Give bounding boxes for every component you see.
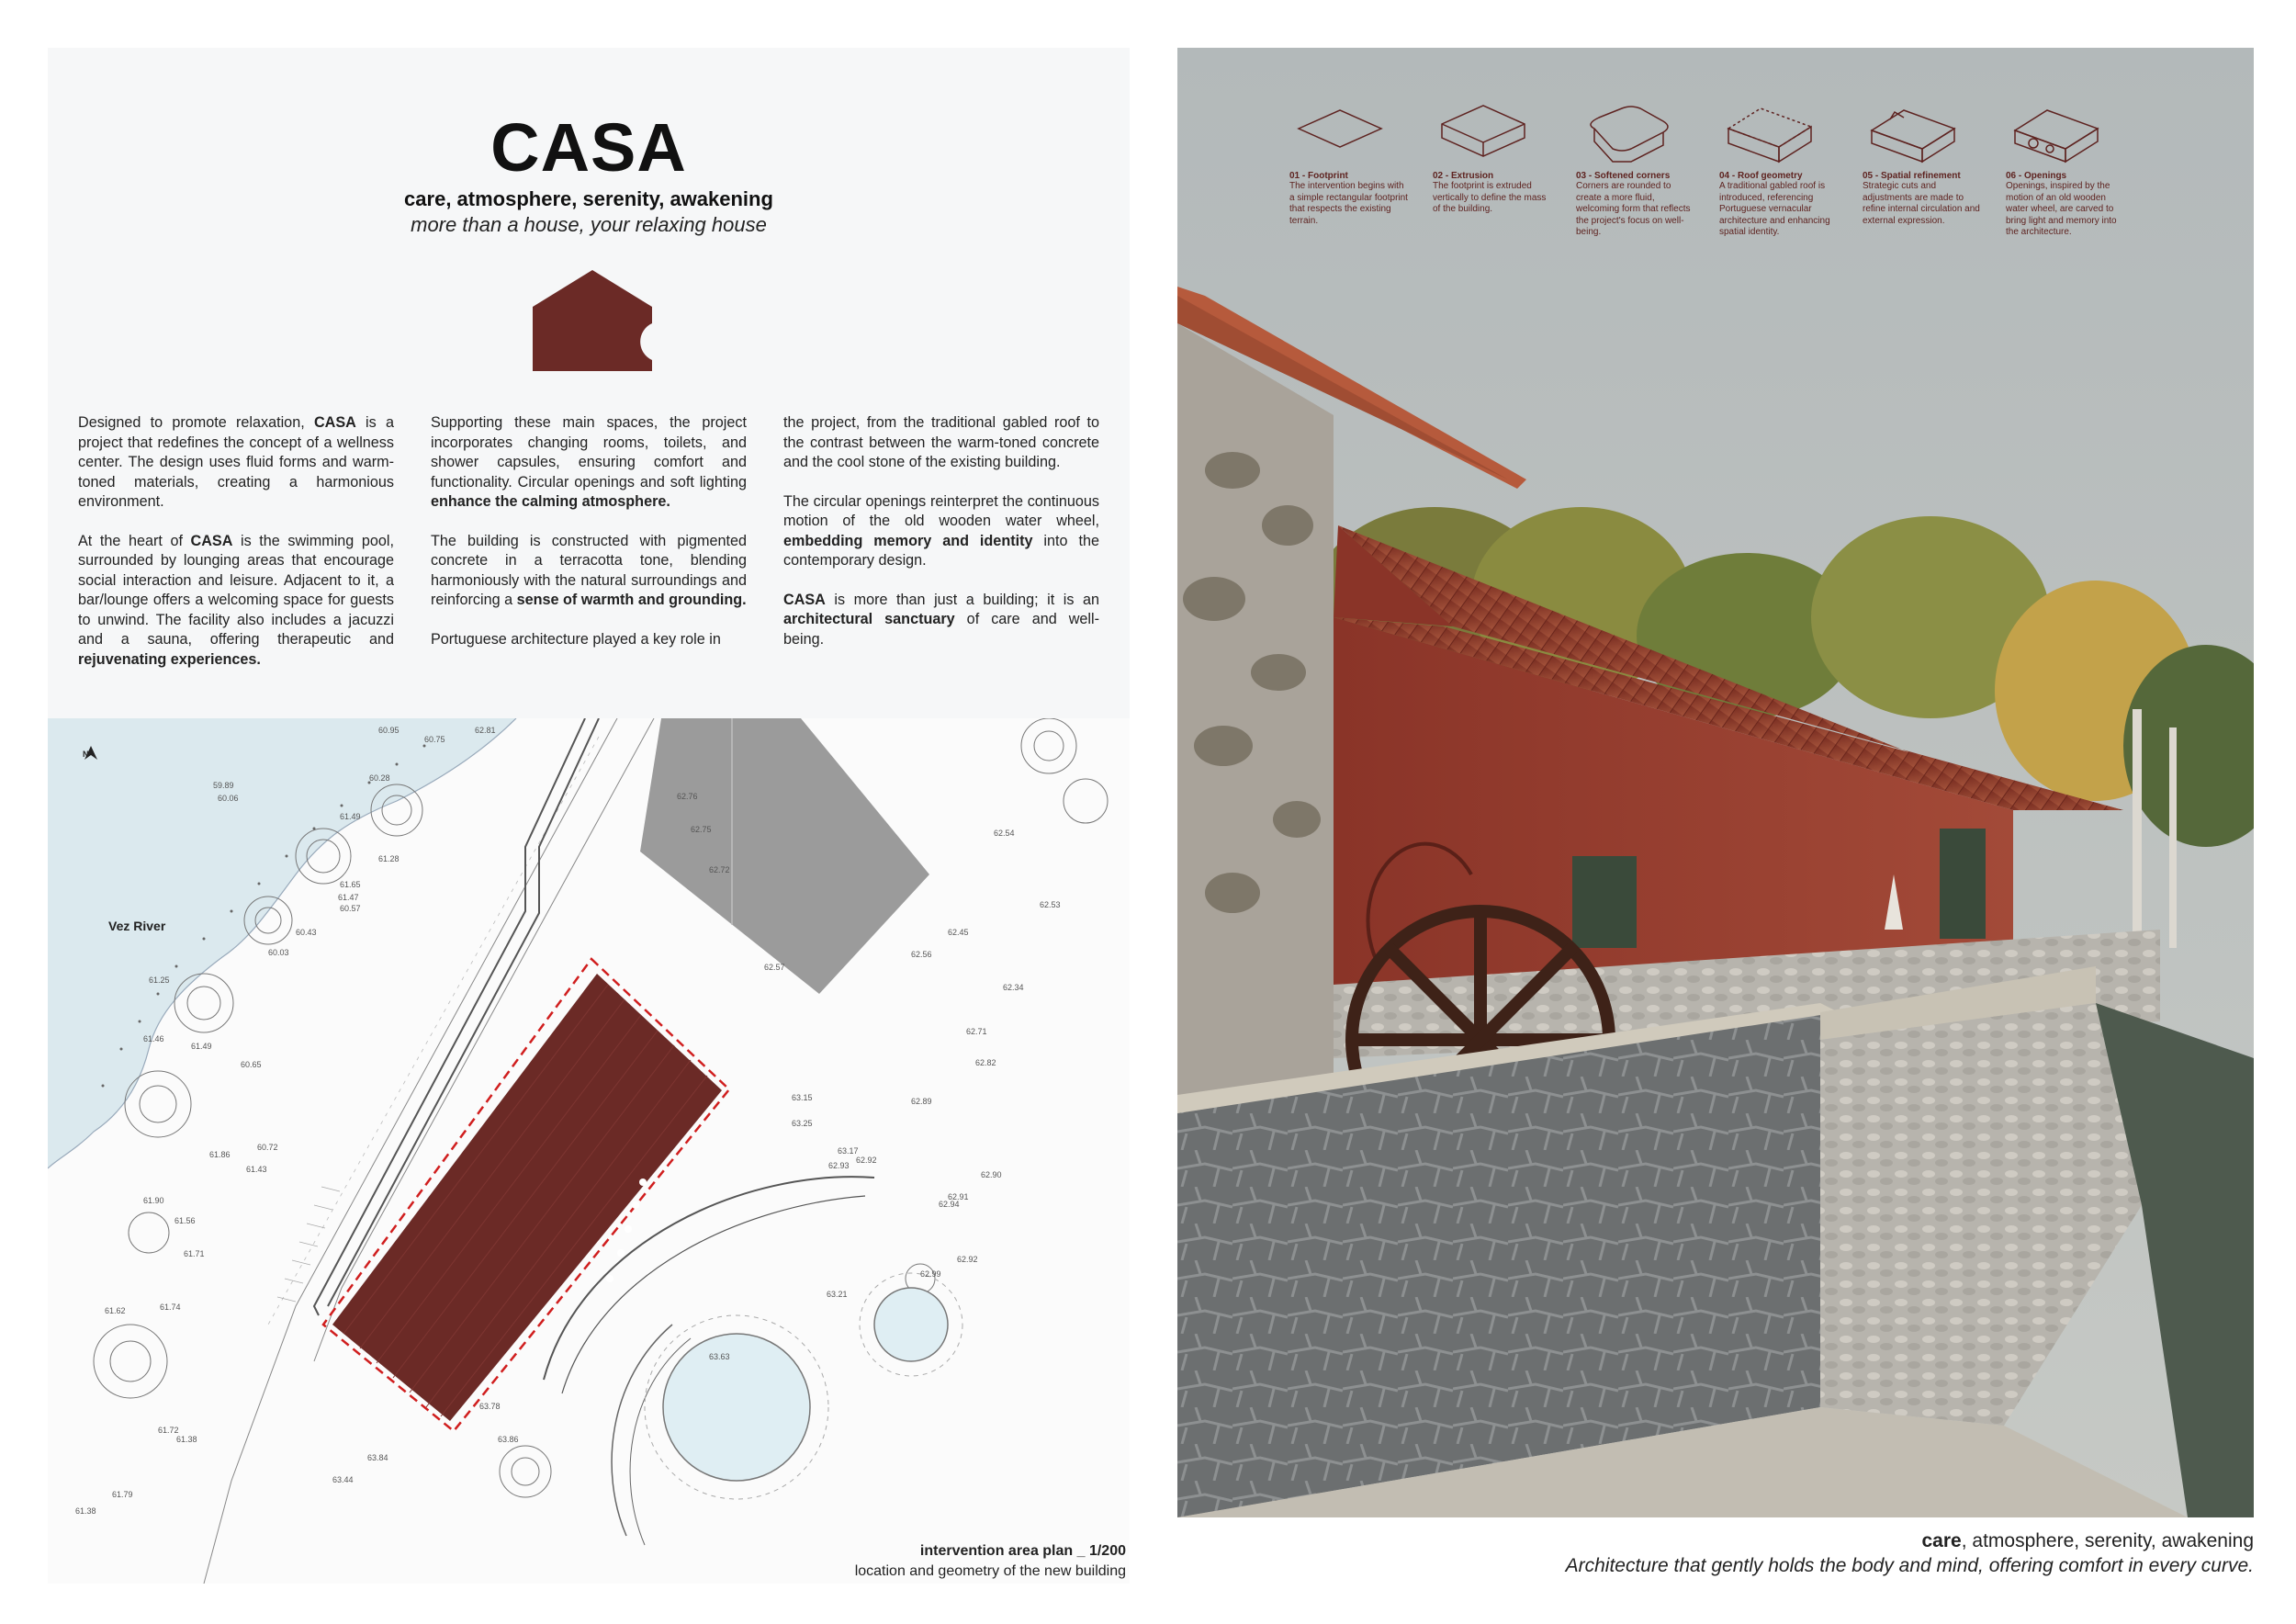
elevation-label: 61.79 [112, 1490, 133, 1499]
elevation-label: 63.63 [709, 1352, 730, 1361]
elevation-label: 60.43 [296, 928, 317, 937]
elevation-label: 59.89 [213, 781, 234, 790]
softened-corners-diagram-icon [1576, 101, 1677, 165]
step-item: 05 - Spatial refinement Strategic cuts and adjustments are made to refine internal circulation and external expression. [1863, 101, 1982, 227]
left-panel [48, 48, 1130, 1584]
elevation-label: 62.56 [911, 950, 932, 959]
elevation-label: 63.25 [792, 1119, 813, 1128]
elevation-label: 63.84 [367, 1453, 388, 1462]
elevation-label: 62.34 [1003, 983, 1024, 992]
elevation-label: 60.75 [424, 735, 445, 744]
spatial-refinement-diagram-icon [1863, 101, 1964, 165]
elevation-label: 62.82 [975, 1058, 996, 1067]
plan-caption-title: intervention area plan _ 1/200 [919, 1543, 1126, 1559]
elevation-label: 63.86 [498, 1435, 519, 1444]
page-title: CASA [490, 109, 687, 186]
render-caption-line1: care, atmosphere, serenity, awakening [1921, 1530, 2254, 1551]
paragraph: Supporting these main spaces, the project incorporates changing rooms, toilets, and shower capsules, ensuring comfort and functionality. Circular openings and soft lighting enhance the calming atmosphere. [431, 414, 747, 510]
elevation-label: 61.65 [340, 880, 361, 889]
step-item: 01 - Footprint The intervention begins with a simple rectangular footprint that respects the existing terrain. [1289, 101, 1409, 227]
paragraph: At the heart of CASA is the swimming pool, surrounded by lounging areas that encourage social interaction and leisure. Adjacent to it, a bar/lounge offers a welcoming space for guests to unwind. The facility also includes a jacuzzi and a sauna, offering therapeutic and rejuvenating experiences. [78, 532, 394, 668]
paragraph: The building is constructed with pigmented concrete in a terracotta tone, blending harmoniously with the natural surroundings and reinforcing a sense of warmth and grounding. [431, 532, 747, 608]
elevation-label: 61.38 [75, 1506, 96, 1516]
paragraph: Portuguese architecture played a key role in [431, 630, 721, 648]
page-tagline: more than a house, your relaxing house [411, 213, 767, 236]
elevation-label: 62.45 [948, 928, 969, 937]
step-item: 04 - Roof geometry A traditional gabled roof is introduced, referencing Portuguese vernacular architecture and enhancing spatial identity. [1719, 101, 1839, 239]
elevation-label: 62.89 [911, 1097, 932, 1106]
description-columns [78, 413, 1099, 726]
text-column-2 [431, 413, 747, 726]
north-label: N [83, 750, 89, 759]
paragraph: The circular openings reinterpret the continuous motion of the old wooden water wheel, embedding memory and identity into the contemporary design. [783, 492, 1099, 569]
elevation-label: 63.44 [332, 1475, 354, 1484]
elevation-label: 61.74 [160, 1303, 181, 1312]
paragraph: CASA is more than just a building; it is an architectural sanctuary of care and well-being. [783, 591, 1099, 648]
elevation-label: 62.71 [966, 1027, 987, 1036]
elevation-label: 62.72 [709, 865, 730, 874]
elevation-label: 60.03 [268, 948, 289, 957]
elevation-label: 60.65 [241, 1060, 262, 1069]
site-plan [48, 718, 1130, 1584]
elevation-label: 63.21 [827, 1290, 848, 1299]
house-logo-icon [533, 270, 652, 371]
elevation-label: 62.91 [948, 1192, 969, 1201]
elevation-label: 61.38 [176, 1435, 197, 1444]
window [1940, 829, 1986, 939]
step-item: 03 - Softened corners Corners are rounded to create a more fluid, welcoming form that reflects the project's focus on well-being. [1576, 101, 1695, 239]
river-label: Vez River [108, 919, 166, 933]
elevation-label: 62.93 [828, 1161, 850, 1170]
elevation-label: 61.62 [105, 1306, 126, 1315]
elevation-label: 62.53 [1040, 900, 1061, 909]
elevation-label: 62.92 [856, 1156, 877, 1165]
openings-diagram-icon [2006, 101, 2107, 165]
elevation-label: 61.49 [191, 1042, 212, 1051]
elevation-label: 61.46 [143, 1034, 164, 1043]
roof-geometry-diagram-icon [1719, 101, 1820, 165]
elevation-label: 62.75 [691, 825, 712, 834]
design-steps [1289, 101, 2117, 321]
render-caption-line2: Architecture that gently holds the body and mind, offering comfort in every curve. [1565, 1555, 2254, 1576]
elevation-label: 62.99 [920, 1269, 941, 1279]
elevation-label: 63.17 [838, 1146, 859, 1156]
plan-caption-subtitle: location and geometry of the new building [854, 1563, 1126, 1579]
elevation-label: 61.86 [209, 1150, 231, 1159]
river-area [48, 718, 516, 1168]
elevation-label: 63.78 [479, 1402, 501, 1411]
elevation-label: 62.76 [677, 792, 698, 801]
elevation-label: 62.81 [475, 726, 496, 735]
elevation-label: 61.49 [340, 812, 361, 821]
text-column-1 [78, 413, 394, 726]
elevation-label: 61.47 [338, 893, 359, 902]
render-panel [1177, 48, 2254, 1517]
existing-building [640, 718, 929, 994]
step-item: 02 - Extrusion The footprint is extruded vertically to define the mass of the building. [1433, 101, 1552, 216]
elevation-label: 62.90 [981, 1170, 1002, 1179]
window [1572, 856, 1637, 948]
elevation-label: 61.25 [149, 976, 170, 985]
elevation-label: 61.90 [143, 1196, 164, 1205]
jacuzzi [874, 1288, 948, 1361]
elevation-label: 60.72 [257, 1143, 278, 1152]
elevation-label: 60.57 [340, 904, 361, 913]
elevation-label: 62.92 [957, 1255, 978, 1264]
elevation-label: 62.94 [939, 1200, 960, 1209]
elevation-label: 60.28 [369, 773, 390, 783]
elevation-label: 60.06 [218, 794, 239, 803]
text-column-3 [783, 413, 1099, 726]
paragraph: Designed to promote relaxation, CASA is a project that redefines the concept of a wellness center. The design uses fluid forms and warm-toned materials, creating a harmonious environment. [78, 414, 394, 510]
pool [663, 1334, 810, 1481]
elevation-label: 63.15 [792, 1093, 813, 1102]
elevation-label: 61.56 [174, 1216, 196, 1225]
elevation-label: 62.54 [994, 829, 1015, 838]
elevation-label: 61.72 [158, 1426, 179, 1435]
footprint-diagram-icon [1289, 101, 1390, 165]
paragraph: the project, from the traditional gabled roof to the contrast between the warm-toned concrete and the cool stone of the existing building. [783, 414, 1099, 470]
step-item: 06 - Openings Openings, inspired by the motion of an old wooden water wheel, are carved to bring light and memory into the architecture. [2006, 101, 2125, 239]
extrusion-diagram-icon [1433, 101, 1534, 165]
elevation-label: 62.57 [764, 963, 785, 972]
plan-caption [855, 1541, 1126, 1582]
render-caption [1177, 1528, 2254, 1578]
elevation-label: 61.71 [184, 1249, 205, 1258]
page-subtitle: care, atmosphere, serenity, awakening [404, 187, 773, 210]
elevation-label: 61.43 [246, 1165, 267, 1174]
elevation-label: 61.28 [378, 854, 400, 863]
elevation-label: 60.95 [378, 726, 400, 735]
